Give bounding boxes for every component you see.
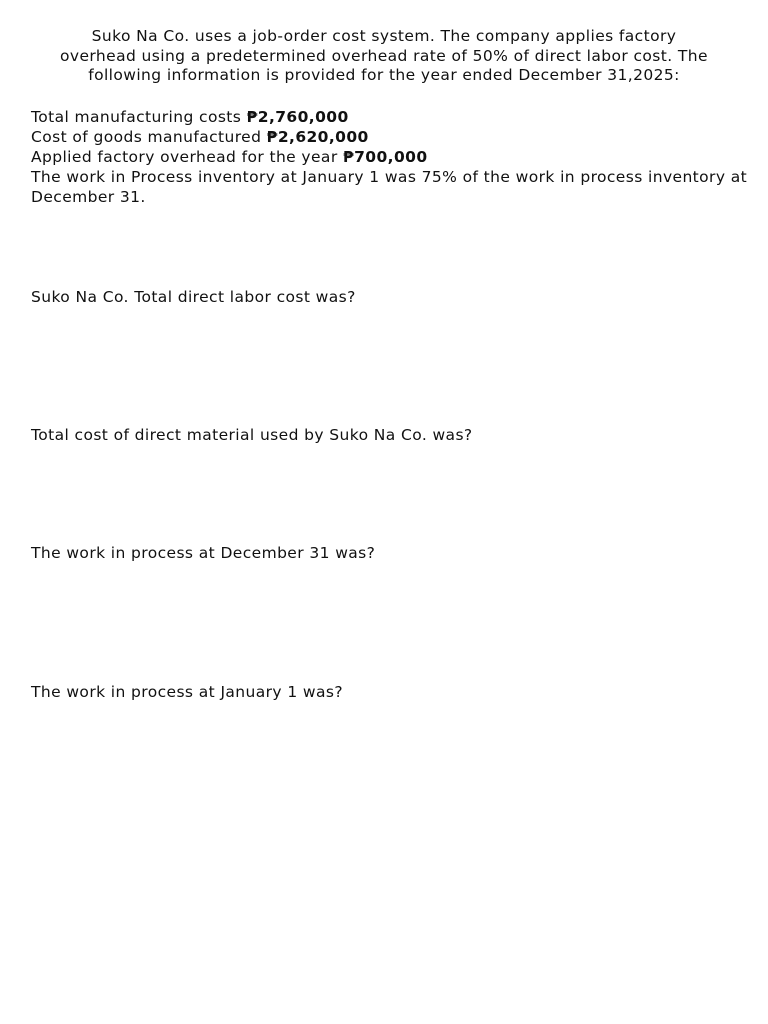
question-wip-january-1: The work in process at January 1 was? bbox=[31, 683, 343, 701]
fact-total-manufacturing-costs bbox=[31, 107, 751, 127]
intro-line: overhead using a predetermined overhead rate of 50% of direct labor cost. The bbox=[60, 46, 708, 65]
fact-label: Total manufacturing costs bbox=[31, 108, 247, 126]
fact-label: Applied factory overhead for the year bbox=[31, 148, 343, 166]
question-wip-december-31: The work in process at December 31 was? bbox=[31, 544, 376, 562]
question-direct-material-used: Total cost of direct material used by Suko Na Co. was? bbox=[31, 426, 473, 444]
fact-value: ₱2,760,000 bbox=[246, 108, 349, 126]
fact-label: Cost of goods manufactured bbox=[31, 128, 267, 146]
intro-line: Suko Na Co. uses a job-order cost system. The company applies factory bbox=[91, 27, 677, 45]
problem-intro bbox=[14, 27, 754, 86]
given-information bbox=[31, 107, 751, 207]
intro-line: following information is provided for the year ended December 31,2025: bbox=[88, 66, 680, 84]
question-direct-labor-cost: Suko Na Co. Total direct labor cost was? bbox=[31, 288, 356, 306]
fact-cost-of-goods-manufactured bbox=[31, 127, 751, 147]
fact-wip-relationship: The work in Process inventory at January 1 was 75% of the work in process inventory at December 31. bbox=[31, 168, 748, 206]
fact-applied-factory-overhead bbox=[31, 147, 751, 167]
fact-value: ₱2,620,000 bbox=[266, 128, 369, 146]
fact-value: ₱700,000 bbox=[342, 148, 428, 166]
